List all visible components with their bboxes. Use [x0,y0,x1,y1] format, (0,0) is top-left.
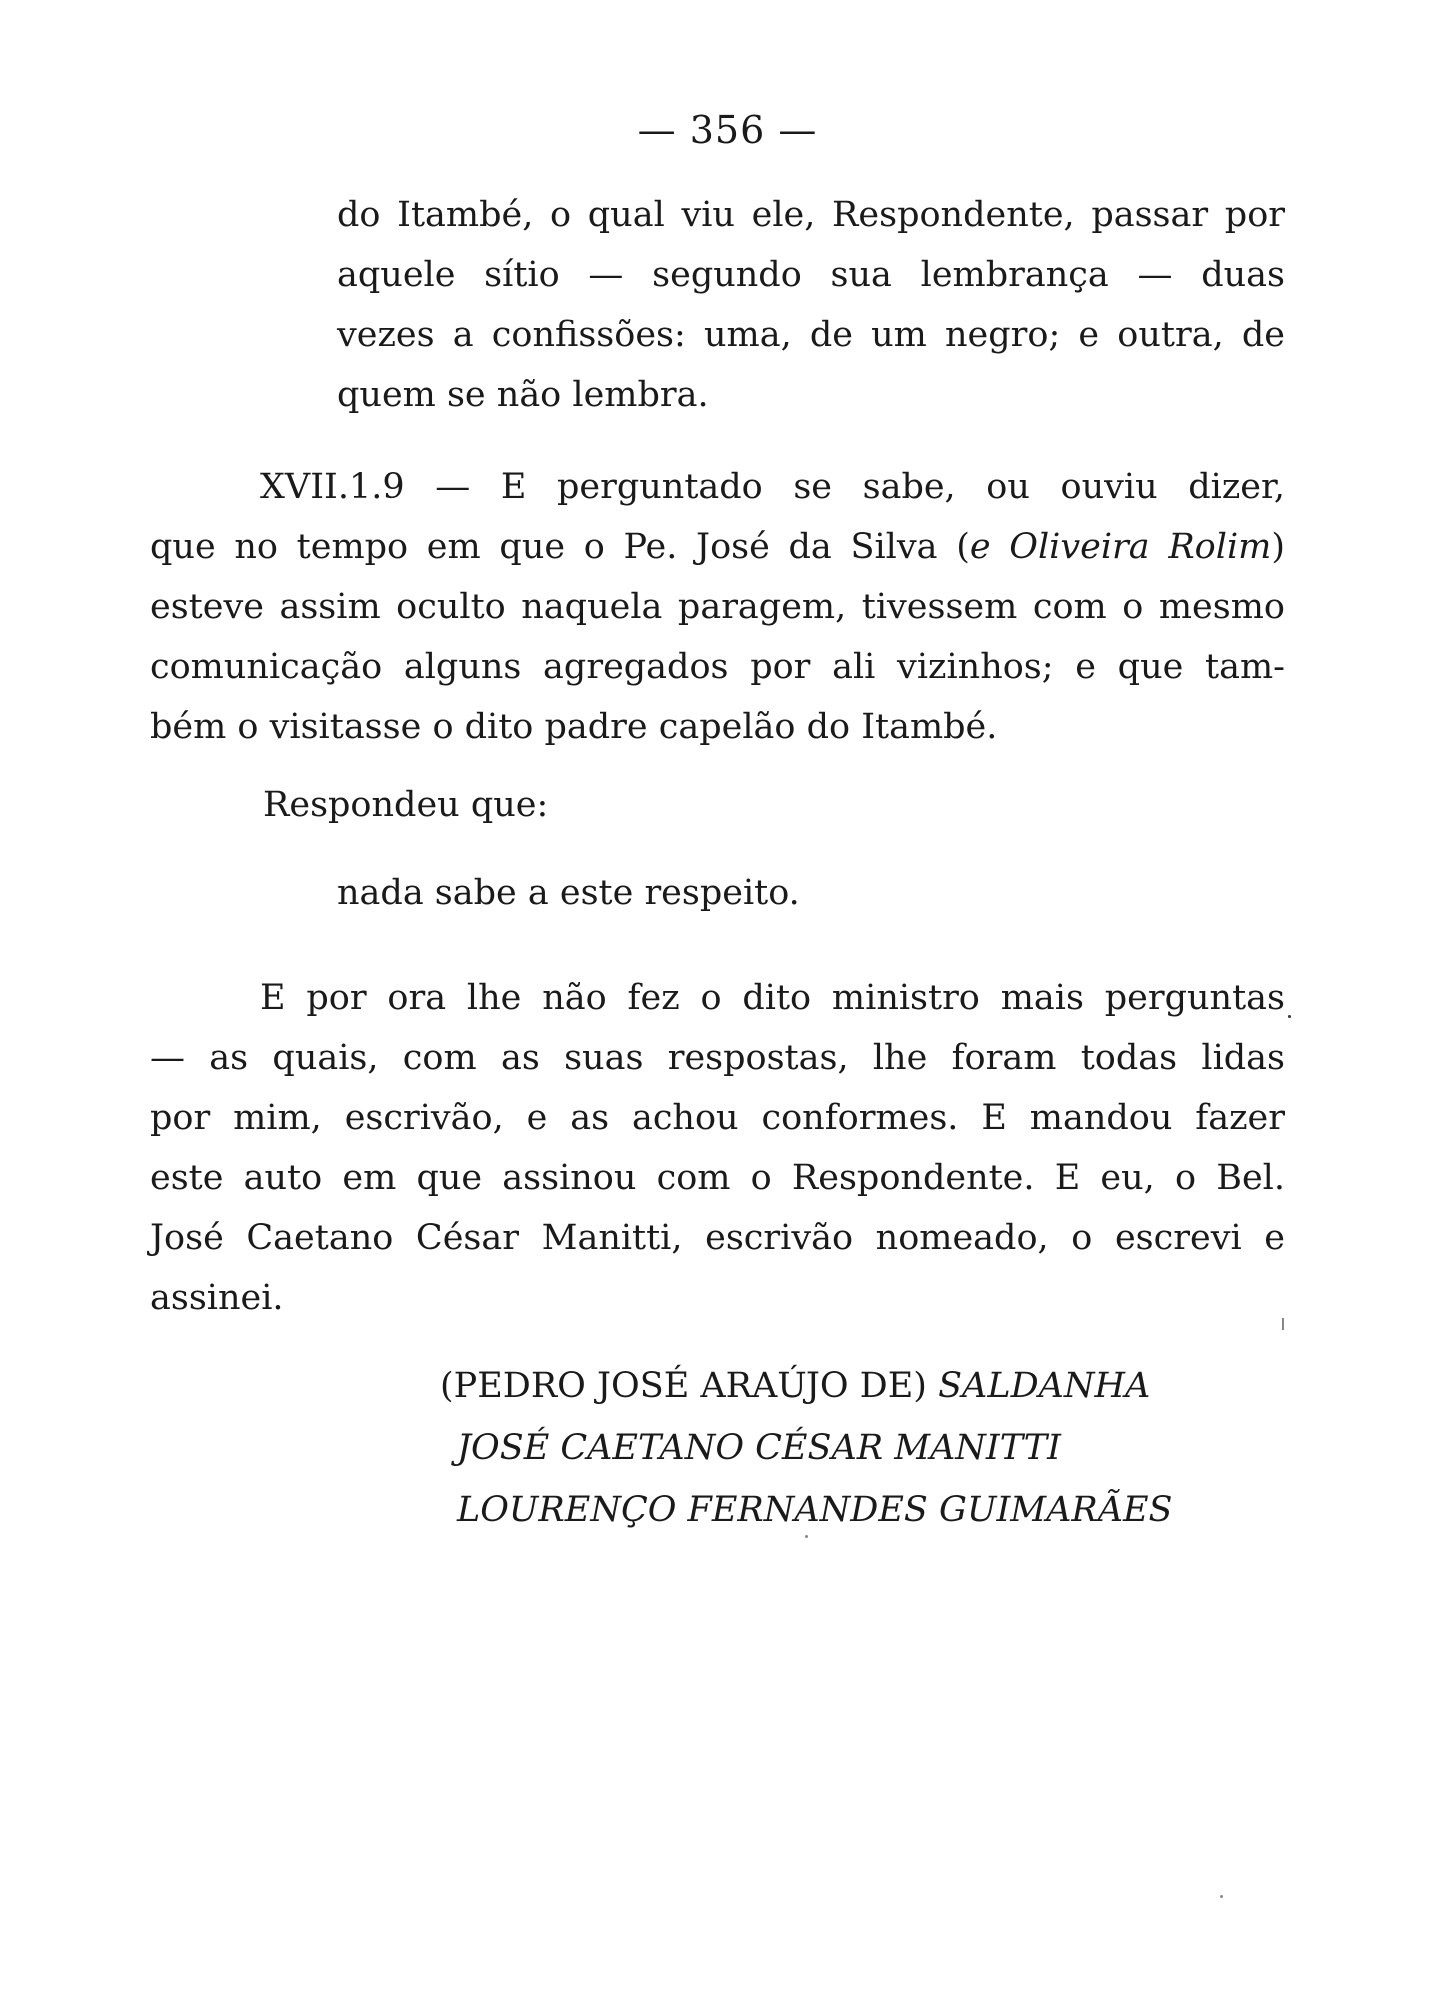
text-line: comunicação alguns agregados por ali vizinhos; e que tam- [150,647,1285,687]
text-line [150,517,1285,577]
signature-name: SALDANHA [938,1366,1151,1406]
signature-block [440,1355,1173,1541]
text-line: quem se não lembra. [337,375,709,415]
text-fragment: que no tempo em que o Pe. José da Silva ( [150,527,970,567]
text-line: XVII.1.9 — E perguntado se sabe, ou ouviu dizer, [260,467,1285,507]
text-line: nada sabe a este respeito. [337,873,800,913]
text-line: José Caetano César Manitti, escrivão nomeado, o escrevi e [150,1218,1285,1258]
answer-text [337,863,1037,923]
signature-line [440,1355,1173,1417]
text-line: aquele sítio — segundo sua lembrança — duas [337,255,1285,295]
text-line: vezes a confissões: uma, de um negro; e outra, de [337,315,1285,355]
scan-speck [1282,1318,1284,1330]
scan-speck [1220,1895,1223,1898]
text-line: do Itambé, o qual viu ele, Respondente, passar por [337,195,1285,235]
text-line: — as quais, com as suas respostas, lhe foram todas lidas [150,1038,1285,1078]
text-line: assinei. [150,1278,284,1318]
text-line: por mim, escrivão, e as achou conformes. E mandou fazer [150,1098,1285,1138]
signature-prefix: (PEDRO JOSÉ ARAÚJO DE) [440,1366,939,1406]
scan-speck [1288,1015,1291,1018]
closing-paragraph [150,968,1285,1328]
page-number: — 356 — [637,108,818,152]
text-line: este auto em que assinou com o Respondente. E eu, o Bel. [150,1158,1285,1198]
paragraph-continuation [337,185,1285,425]
text-line: bém o visitasse o dito padre capelão do Itambé. [150,707,998,747]
text-line: esteve assim oculto naquela paragem, tivessem com o mesmo [150,587,1285,627]
signature-line: JOSÉ CAETANO CÉSAR MANITTI [457,1428,1061,1468]
signature-line: LOURENÇO FERNANDES GUIMARÃES [457,1490,1173,1530]
text-line: Respondeu que: [263,785,549,825]
italic-name: e Oliveira Rolim [969,527,1272,567]
answer-heading [263,775,1063,835]
question-paragraph [150,457,1285,757]
text-line: E por ora lhe não fez o dito ministro mais perguntas [260,978,1285,1018]
scan-speck [805,1535,808,1538]
text-fragment: ) [1271,527,1285,567]
